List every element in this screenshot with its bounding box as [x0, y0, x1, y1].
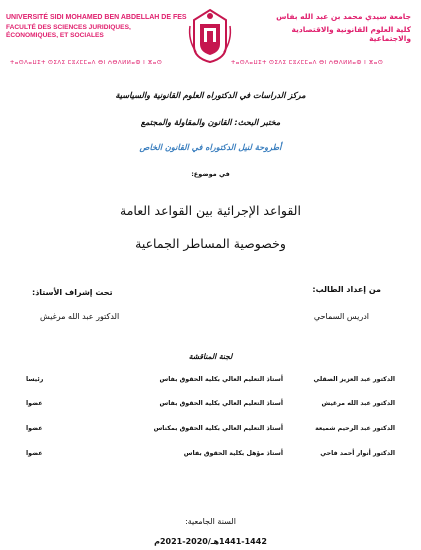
- jury-member-name: الدكتور أنوار أحمد فاحي: [320, 450, 395, 457]
- faculty-name-ar: كلية العلوم القانونية والاقتصادية والاجتماعية: [291, 25, 411, 43]
- research-lab: مختبر البحث: القانون والمقاولة والمجتمع: [140, 117, 281, 127]
- jury-row: [0, 425, 421, 439]
- jury-row: [0, 376, 421, 390]
- jury-member-position: أستاذ مؤهل بكلية الحقوق بفاس: [183, 450, 283, 457]
- university-logo: [186, 6, 234, 64]
- thesis-type: أطروحة لنيل الدكتوراه في القانون الخاص: [139, 142, 282, 152]
- subject-label: في موضوع:: [191, 170, 230, 178]
- supervisor-label: تحت إشراف الأستاذ:: [32, 288, 113, 297]
- jury-row: [0, 400, 421, 414]
- jury-member-role: عضوا: [26, 450, 43, 457]
- university-name-fr: UNIVERSITÉ SIDI MOHAMED BEN ABDELLAH DE FES: [6, 14, 187, 21]
- academic-year-label: السنة الجامعية:: [185, 517, 236, 526]
- jury-member-position: أستاذ التعليم العالي بكلية الحقوق بفاس: [159, 400, 283, 407]
- jury-member-position: أستاذ التعليم العالي بكلية الحقوق بفاس: [159, 376, 283, 383]
- supervisor-name: الدكتور عبد الله مرغيش: [40, 312, 120, 321]
- jury-member-position: أستاذ التعليم العالي بكلية الحقوق بمكناس: [153, 425, 283, 432]
- student-name: ادريس السماحي: [313, 312, 369, 321]
- thesis-title-line2: وخصوصية المساطر الجماعية: [135, 236, 286, 251]
- jury-member-role: عضوا: [26, 400, 43, 407]
- jury-member-role: رئيسا: [26, 376, 44, 383]
- academic-year-value: 1441-1442هـ/2020-2021م: [154, 537, 267, 546]
- university-name-arabic: [261, 12, 411, 43]
- jury-member-name: الدكتور عبد العزيز الصقلي: [313, 376, 395, 383]
- thesis-title-line1: القواعد الإجرائية بين القواعد العامة: [120, 203, 301, 218]
- tifinagh-name-right: ⵜⴰⵙⴷⴰⵡⵉⵜ ⵙⵉⴷⵉ ⵎⵓⵃⵎⵎⴰⴷ ⴱⵏ ⵄⴱⴷⵍⵍⴰⵀ ⵏ ⴼⴰⵙ: [231, 60, 384, 66]
- jury-title: لجنة المناقشة: [188, 352, 233, 361]
- university-name-ar: جامعة سيدي محمد بن عبد الله بفاس: [276, 12, 411, 21]
- jury-member-name: الدكتور عبد الرحيم شميعة: [315, 425, 395, 432]
- tifinagh-name-left: ⵜⴰⵙⴷⴰⵡⵉⵜ ⵙⵉⴷⵉ ⵎⵓⵃⵎⵎⴰⴷ ⴱⵏ ⵄⴱⴷⵍⵍⴰⵀ ⵏ ⴼⴰⵙ: [10, 60, 163, 66]
- student-label: من إعداد الطالب:: [312, 285, 381, 294]
- jury-member-name: الدكتور عبد الله مرغيش: [321, 400, 395, 407]
- jury-member-role: عضوا: [26, 425, 43, 432]
- doctoral-center: مركز الدراسات في الدكتوراه العلوم القانونية والسياسية: [115, 90, 306, 100]
- faculty-name-fr: FACULTÉ DES SCIENCES JURIDIQUES, ÉCONOMIQUES, ET SOCIALES: [6, 24, 131, 39]
- jury-row: [0, 450, 421, 464]
- university-name-french: [6, 14, 187, 40]
